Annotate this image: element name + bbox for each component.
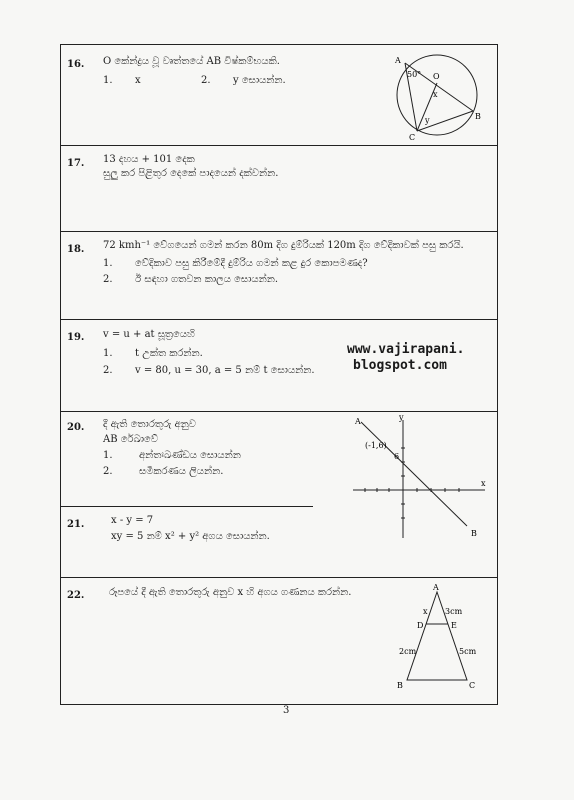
question-number: 20.: [67, 422, 85, 433]
question-text-line2: AB රේඛාවේ: [103, 434, 159, 445]
blog-url-line1: www.vajirapani.: [347, 342, 465, 357]
question-number: 17.: [67, 158, 85, 169]
label-2cm: 2cm: [399, 647, 417, 656]
question-text: x - y = 7: [111, 515, 154, 526]
question-number: 16.: [67, 59, 85, 70]
label-A: A: [355, 417, 361, 426]
label-5cm: 5cm: [459, 647, 477, 656]
label-50: 50°: [407, 70, 422, 79]
part-number: 2.: [201, 75, 211, 86]
label-x: x: [433, 90, 438, 99]
circle-diagram: [387, 49, 487, 141]
part-text: v = 80, u = 30, a = 5 නම් t සොයන්න.: [135, 365, 315, 376]
blog-url-line2: blogspot.com: [353, 358, 447, 373]
label-O: O: [433, 72, 440, 81]
label-x: x: [423, 607, 428, 616]
question-19: [61, 319, 497, 412]
question-sheet: [60, 44, 498, 705]
label-B: B: [471, 529, 477, 538]
part-number: 1.: [103, 258, 113, 269]
question-text: දී ඇති තොරතුරු අනුව: [103, 419, 196, 430]
question-text-line2: xy = 5 නම් x² + y² අගය සොයන්න.: [111, 531, 270, 542]
question-number: 22.: [67, 590, 85, 601]
question-text: O කේන්ද්‍රය වූ වෘත්තයේ AB විෂ්කම්භයකි.: [103, 56, 280, 67]
label-C: C: [409, 133, 416, 141]
question-number: 18.: [67, 244, 85, 255]
question-text-line2: සුලු කර පිළිතුර දෙකේ පාදයෙන් දක්වන්න.: [103, 168, 279, 179]
question-number: 19.: [67, 332, 85, 343]
question-22: [61, 577, 497, 704]
label-point: (-1,6): [365, 441, 387, 450]
part-text: x: [135, 75, 141, 86]
part-text: t උක්ත කරන්න.: [135, 348, 203, 359]
question-text: 13 දහය + 101 දෙක: [103, 154, 195, 165]
label-6: 6: [394, 452, 400, 461]
part-text: සමීකරණය ලියන්න.: [139, 466, 224, 477]
question-17: [61, 145, 497, 232]
question-21: [61, 507, 497, 577]
part-text: ඊ සඳහා ගතවන කාලය සොයන්න.: [135, 274, 279, 285]
label-E: E: [451, 621, 457, 630]
part-number: 1.: [103, 348, 113, 359]
page-number: 3: [283, 705, 290, 716]
triangle-diagram: [387, 580, 487, 704]
label-A: A: [395, 56, 401, 65]
part-text: අන්තඃඛණ්ඩය සොයන්න: [139, 450, 241, 461]
label-3cm: 3cm: [445, 607, 463, 616]
label-A: A: [433, 583, 439, 592]
part-number: 2.: [103, 274, 113, 285]
label-D: D: [417, 621, 424, 630]
question-text: v = u + at සූත්‍රයෙහි: [103, 329, 195, 340]
label-x: x: [481, 479, 486, 488]
question-16: [61, 45, 497, 145]
label-B: B: [475, 112, 481, 121]
part-text: වේදිකාව පසු කිරීමේදී දුම්රිය ගමන් කළ දුර කොපමණද?: [135, 258, 368, 269]
label-B: B: [397, 681, 403, 690]
label-y: y: [399, 414, 404, 422]
part-number: 2.: [103, 466, 113, 477]
part-number: 1.: [103, 75, 113, 86]
label-C: C: [469, 681, 476, 690]
part-text: y සොයන්න.: [233, 75, 286, 86]
question-text: රූපයේ දී ඇති තොරතුරු අනුව x හි අගය ගණනය කරන්න.: [109, 587, 352, 598]
question-text: 72 kmh⁻¹ වේගයෙන් ගමන් කරන 80m දිග දුම්රියක් 120m දිග වේදිකාවක් පසු කරයි.: [103, 240, 464, 251]
label-y: y: [425, 116, 430, 125]
part-number: 1.: [103, 450, 113, 461]
part-number: 2.: [103, 365, 113, 376]
question-number: 21.: [67, 519, 85, 530]
question-18: [61, 231, 497, 320]
